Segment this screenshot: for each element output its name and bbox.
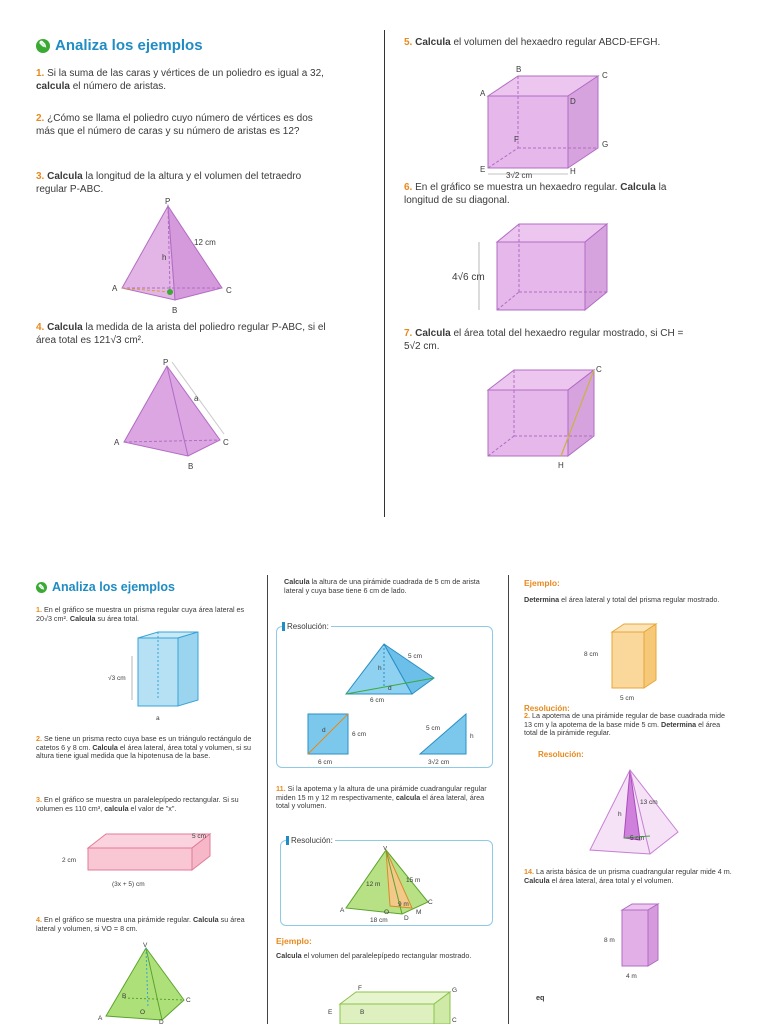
chat-bubble-icon: ✎ <box>36 39 50 53</box>
label-h: h <box>378 665 382 672</box>
example-label-col3: Ejemplo: <box>524 578 560 588</box>
label-height: √3 cm <box>108 675 126 682</box>
label-height: 12 m <box>366 881 381 888</box>
label-c: C <box>452 1017 457 1024</box>
example-text-col3: Determina el área lateral y total del prisma regular mostrado. <box>524 595 720 604</box>
bottom-question-14: 14. La arista básica de un prisma cuadrangular regular mide 4 m. Calcula el área lateral, área total y el volumen. <box>524 867 732 885</box>
bottom-question-col3-2: 2. La apotema de una pirámide regular de base cuadrada mide 13 cm y la apotema de la base mide 5 cm. Determina el área total de la pirámide regular. <box>524 711 725 738</box>
label-v: V <box>383 846 388 852</box>
label-edge: 12 cm <box>194 238 216 247</box>
label-hyp: 5 cm <box>426 725 441 732</box>
label-base: 5 cm <box>630 835 645 842</box>
label-base: 18 cm <box>370 917 388 922</box>
label-edge: 5 cm <box>408 653 423 660</box>
top-question-6: 6. En el gráfico se muestra un hexaedro regular. Calcula la longitud de su diagonal. <box>404 182 667 206</box>
label-p: P <box>163 358 169 367</box>
label-a: A <box>114 438 120 447</box>
label-a: A <box>340 907 345 914</box>
chat-bubble-icon: ✎ <box>36 582 47 593</box>
label-edge: 3√2 cm <box>506 171 533 180</box>
bottom-question-4: 4. En el gráfico se muestra una pirámide regular. Calcula su área lateral y volumen, si VO = 8 cm. <box>36 915 245 933</box>
pyramid-figure-q11 <box>340 846 440 922</box>
label-half: 9 m <box>398 901 409 908</box>
label-f: F <box>358 985 362 992</box>
label-o: O <box>140 1009 146 1016</box>
bottom-question-3: 3. En el gráfico se muestra un paralelepípedo rectangular. Si su volumen es 110 cm³, calcula el valor de "x". <box>36 795 239 813</box>
label-c: C <box>226 286 232 295</box>
pyramid-figure-q4 <box>96 940 196 1024</box>
label-a: A <box>480 89 486 98</box>
column-divider-2 <box>508 575 509 1024</box>
example-text-col2: Calcula el volumen del paralelepípedo rectangular mostrado. <box>276 951 472 960</box>
label-b: B <box>188 462 194 471</box>
label-width: (3x + 5) cm <box>112 881 145 888</box>
label-h: h <box>618 811 622 818</box>
label-depth: 5 cm <box>192 833 207 840</box>
label-side: 6 cm <box>352 731 367 738</box>
label-base: 4 m <box>626 973 637 980</box>
label-b: B <box>360 1009 365 1016</box>
top-question-3: 3. Calcula la longitud de la altura y el volumen del tetraedro regular P-ABC. <box>36 171 302 195</box>
label-height: 8 m <box>604 937 615 944</box>
prism-figure-col3 <box>580 620 670 702</box>
pyramid-figure-col2 <box>340 640 440 702</box>
label-edge: a <box>194 394 199 403</box>
bottom-question-1: 1. En el gráfico se muestra un prisma regular cuya área lateral es 20√3 cm². Calcula su área total. <box>36 605 245 623</box>
resolution-label-col3-2: Resolución: <box>538 750 584 759</box>
label-g: G <box>452 987 458 994</box>
bottom-question-2: 2. Se tiene un prisma recto cuya base es un triángulo rectángulo de catetos 6 y 8 cm. Calcula el área lateral, área total y volumen, si su altura tiene igual medida que la hipotenusa de la base. <box>36 734 252 761</box>
label-apothem: 15 m <box>406 877 421 884</box>
label-a: A <box>98 1015 103 1022</box>
label-o: O <box>384 909 390 916</box>
top-question-1: 1. Si la suma de las caras y vértices de un poliedro es igual a 32, calcula el número de aristas. <box>36 68 324 92</box>
tetrahedron-figure-q4 <box>110 356 250 474</box>
label-f: F <box>514 135 519 144</box>
label-d: d <box>388 685 392 692</box>
box-figure-q3 <box>60 828 230 890</box>
label-d: D <box>570 97 576 106</box>
tetrahedron-figure-q3 <box>110 196 250 318</box>
prism-figure-q1 <box>100 630 220 726</box>
label-c: C <box>428 899 433 906</box>
label-h: H <box>558 461 564 470</box>
bottom-question-11: 11. Si la apotema y la altura de una pirámide cuadrangular regular miden 15 m y 12 m respectivamente, calcula el área lateral, área total y volumen. <box>276 784 487 811</box>
label-c: C <box>223 438 229 447</box>
label-base: 6 cm <box>370 697 385 702</box>
cube-figure-q7 <box>480 362 615 474</box>
cube-figure-q6 <box>450 220 615 320</box>
label-e: E <box>480 165 486 174</box>
label-height: 8 cm <box>584 651 599 658</box>
footer-text: eq <box>536 993 545 1002</box>
label-d: D <box>404 915 409 922</box>
label-bottom: 6 cm <box>318 759 333 766</box>
cube-figure-q5 <box>474 62 624 184</box>
top-question-5: 5. Calcula el volumen del hexaedro regular ABCD-EFGH. <box>404 37 661 48</box>
prism-figure-q14 <box>596 900 676 980</box>
label-b: B <box>516 65 522 74</box>
label-base: 5 cm <box>620 695 635 702</box>
label-h: H <box>570 167 576 176</box>
label-diagonal: d <box>322 727 326 734</box>
label-height: 2 cm <box>62 857 77 864</box>
page-divider <box>384 30 385 517</box>
label-e: E <box>328 1009 333 1016</box>
square-figure-col2 <box>300 710 380 768</box>
label-c: C <box>596 365 602 374</box>
label-edge: 4√6 cm <box>452 272 485 283</box>
label-b: B <box>172 306 178 315</box>
top-question-2: 2. ¿Cómo se llama el poliedro cuyo número de vértices es dos más que el número de caras y su número de aristas es 12? <box>36 113 313 137</box>
label-h: h <box>470 733 474 740</box>
label-a: A <box>112 284 118 293</box>
box-figure-example <box>320 982 470 1024</box>
top-question-7: 7. Calcula el área total del hexaedro regular mostrado, si CH = 5√2 cm. <box>404 328 684 352</box>
label-c: C <box>602 71 608 80</box>
label-c: C <box>186 997 191 1004</box>
resolution-label-col3: Resolución: <box>524 704 570 713</box>
top-question-4: 4. Calcula la medida de la arista del poliedro regular P-ABC, si el área total es 121√3 cm². <box>36 322 326 346</box>
bottom-intro-problem: Calcula la altura de una pirámide cuadrada de 5 cm de arista lateral y cuya base tiene 6 cm de lado. <box>284 577 480 595</box>
label-g: G <box>602 140 609 149</box>
resolution-label-1: Resolución: <box>282 622 331 631</box>
label-v: V <box>143 942 148 949</box>
bottom-page <box>0 570 768 1024</box>
example-label-col2: Ejemplo: <box>276 936 312 946</box>
bottom-section-title: ✎ Analiza los ejemplos <box>36 580 175 594</box>
triangle-figure-col2 <box>410 710 490 768</box>
label-d: D <box>159 1019 164 1024</box>
top-section-title: ✎ Analiza los ejemplos <box>36 37 203 54</box>
label-b: B <box>122 993 127 1000</box>
pyramid-figure-col3 <box>580 766 690 860</box>
label-p: P <box>165 197 171 206</box>
label-base: 3√2 cm <box>428 759 450 766</box>
label-m: M <box>416 909 422 916</box>
column-divider-1 <box>267 575 268 1024</box>
label-base: a <box>156 715 160 722</box>
label-apothem: 13 cm <box>640 799 658 806</box>
resolution-label-2: Resolución: <box>286 836 335 845</box>
label-h: h <box>162 253 167 262</box>
